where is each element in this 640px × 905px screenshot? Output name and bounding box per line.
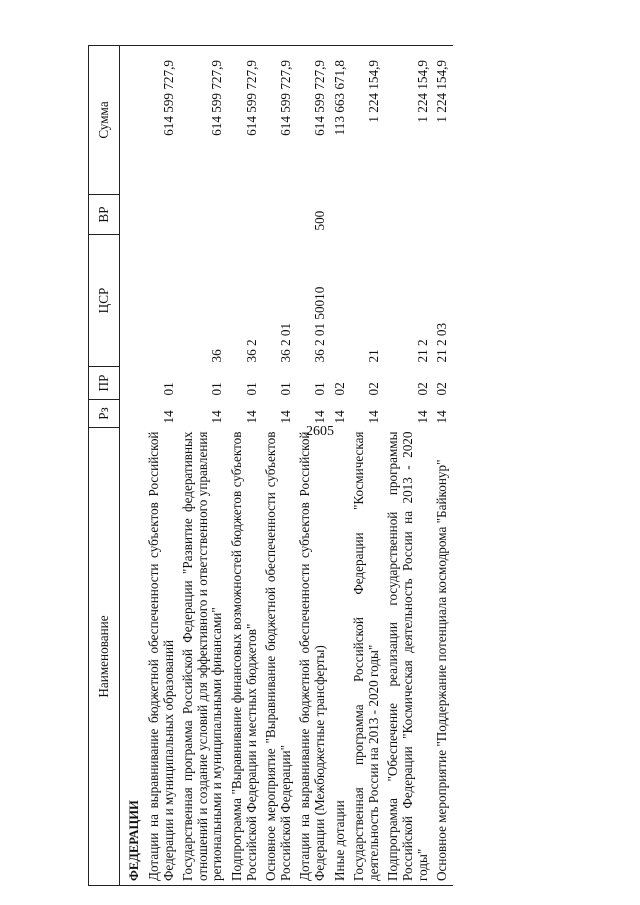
- row-vr: [145, 195, 179, 235]
- row-vr: [384, 195, 433, 235]
- row-csr: [145, 235, 179, 367]
- row-sum: 1 224 154,9: [384, 46, 433, 195]
- row-sum: 614 599 727,9: [262, 46, 296, 195]
- row-name: Дотации на выравнивание бюджетной обеспеченности субъектов Российской Федерации и муниципальных образований: [145, 428, 179, 886]
- row-csr: 36 2 01: [277, 322, 293, 363]
- row-pr: 01: [311, 382, 327, 396]
- rotated-table-page: [88, 46, 588, 886]
- row-csr: 21: [365, 349, 381, 363]
- row-sum: 614 599 727,9: [228, 46, 262, 195]
- row-rz: 14: [311, 410, 327, 424]
- row-rz: 14: [209, 410, 225, 424]
- row-csr: 36 2 01 50010: [311, 286, 327, 363]
- row-sum: 614 599 727,9: [145, 46, 179, 195]
- row-csr: [331, 235, 351, 367]
- row-pr: 01: [243, 382, 259, 396]
- row-name: Подпрограмма "Обеспечение реализации государственной программы Российской Федерации "Космическая деятельность России на 2013 - 2020 годы": [384, 428, 433, 886]
- header-name: Наименование: [89, 428, 120, 886]
- row-vr: 500: [311, 210, 327, 231]
- table-row: [384, 46, 433, 886]
- row-name: Дотации на выравнивание бюджетной обеспеченности субъектов Российской Федерации (Межбюджетные трансферты): [296, 428, 330, 886]
- table-row: [350, 46, 384, 886]
- table-row: [331, 46, 351, 886]
- row-pr: 02: [331, 382, 347, 396]
- row-pr: 02: [414, 382, 430, 396]
- row-vr: [262, 195, 296, 235]
- row-csr: 36 2: [243, 339, 259, 363]
- row-name: Иные дотации: [331, 428, 351, 886]
- row-vr: [350, 195, 384, 235]
- row-pr: 01: [277, 382, 293, 396]
- row-vr: [179, 195, 228, 235]
- row-csr: 21 2 03: [434, 322, 450, 363]
- row-rz: 14: [365, 410, 381, 424]
- row-sum: 614 599 727,9: [296, 46, 330, 195]
- row-pr: 01: [160, 382, 176, 396]
- row-sum: 1 224 154,9: [350, 46, 384, 195]
- row-rz: 14: [331, 410, 347, 424]
- row-name: Основное мероприятие "Выравнивание бюджетной обеспеченности субъектов Российской Федерации": [262, 428, 296, 886]
- table-row: [433, 46, 453, 886]
- row-name: Подпрограмма "Выравнивание финансовых возможностей бюджетов субъектов Российской Федерации и местных бюджетов": [228, 428, 262, 886]
- page-number: 2605: [306, 424, 334, 439]
- row-csr: 36: [209, 349, 225, 363]
- table-row: [262, 46, 296, 886]
- row-vr: [433, 195, 453, 235]
- row-rz: 14: [414, 410, 430, 424]
- header-sum: Сумма: [89, 46, 120, 195]
- header-csr: ЦСР: [89, 235, 120, 367]
- table-row: [145, 46, 179, 886]
- header-rz: Рз: [89, 400, 120, 428]
- row-vr: [228, 195, 262, 235]
- budget-table: [88, 45, 453, 886]
- row-rz: 14: [434, 410, 450, 424]
- section-title: ФЕДЕРАЦИИ: [120, 428, 146, 886]
- section-row: [120, 46, 146, 886]
- table-row: [296, 46, 330, 886]
- row-sum: 113 663 671,8: [331, 46, 351, 195]
- row-vr: [331, 195, 351, 235]
- header-pr: ПР: [89, 367, 120, 400]
- table-row: [179, 46, 228, 886]
- row-sum: 1 224 154,9: [433, 46, 453, 195]
- row-rz: 14: [277, 410, 293, 424]
- row-name: Основное мероприятие "Поддержание потенциала космодрома "Байконур": [433, 428, 453, 886]
- row-pr: 02: [434, 382, 450, 396]
- table-header-row: [89, 46, 120, 886]
- table-row: [228, 46, 262, 886]
- row-pr: 01: [209, 382, 225, 396]
- row-csr: 21 2: [414, 339, 430, 363]
- row-pr: 02: [365, 382, 381, 396]
- row-name: Государственная программа Российской Федерации "Развитие федеративных отношений и создание условий для эффективного и ответственного управления региональными и муниципальными финансами": [179, 428, 228, 886]
- row-rz: 14: [243, 410, 259, 424]
- header-vr: ВР: [89, 195, 120, 235]
- row-name: Государственная программа Российской Федерации "Космическая деятельность России на 2013 - 2020 годы": [350, 428, 384, 886]
- row-sum: 614 599 727,9: [179, 46, 228, 195]
- row-rz: 14: [160, 410, 176, 424]
